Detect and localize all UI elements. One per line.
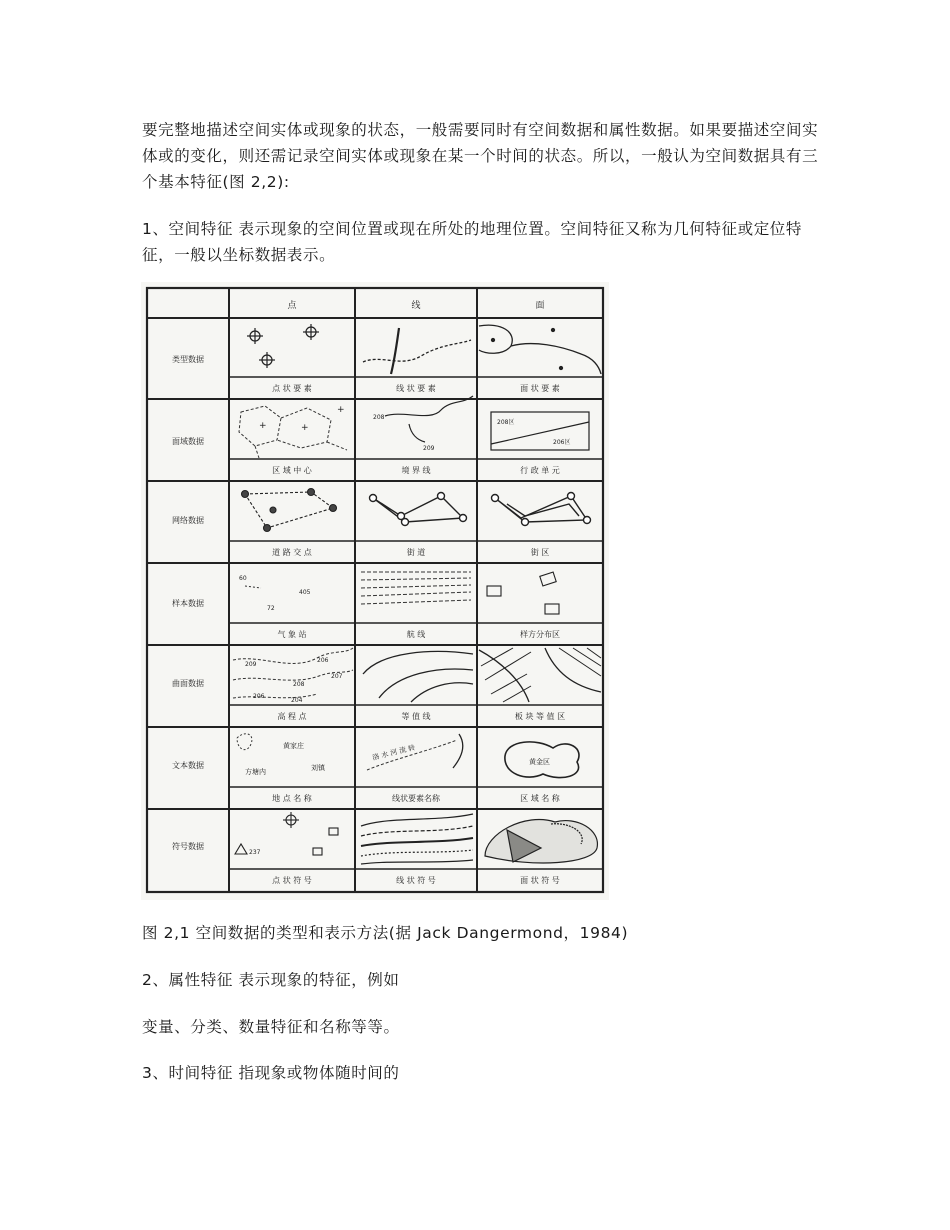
elevation-label: 206 xyxy=(253,693,265,700)
place-label: 刘镇 xyxy=(311,764,325,772)
boundary-label: 208 xyxy=(373,414,385,421)
cell-caption: 区 域 名 称 xyxy=(520,794,560,803)
row-label-surface: 曲面数据 xyxy=(172,679,204,688)
cell-caption: 线 状 符 号 xyxy=(396,876,436,885)
elevation-label: 204 xyxy=(291,697,303,704)
cell-caption: 境 界 线 xyxy=(401,466,431,475)
cell-caption: 街 区 xyxy=(530,548,550,557)
cell-caption: 线 状 要 素 xyxy=(396,384,436,393)
place-label: 黄家庄 xyxy=(283,742,304,750)
row-label-area: 面域数据 xyxy=(172,437,204,446)
svg-text:+: + xyxy=(301,423,309,433)
row-label-network: 网络数据 xyxy=(172,516,204,525)
symbol-value-label: 237 xyxy=(249,849,261,856)
cell-caption: 航 线 xyxy=(406,630,426,639)
temporal-feature-paragraph: 3、时间特征 指现象或物体随时间的 xyxy=(142,1064,400,1082)
region-label: 黄金区 xyxy=(529,758,550,766)
cell-caption: 气 象 站 xyxy=(277,630,307,639)
cell-caption: 点 状 要 素 xyxy=(272,384,312,393)
station-label: 60 xyxy=(239,575,247,582)
row-label-sample: 样本数据 xyxy=(172,599,204,608)
col-header-area: 面 xyxy=(535,301,545,311)
cell-caption: 面 状 符 号 xyxy=(520,876,560,885)
river-label: 洛 水 河 流 转 xyxy=(371,743,417,762)
cell-caption: 道 路 交 点 xyxy=(272,548,312,557)
spatial-data-types-figure xyxy=(141,282,609,900)
cell-caption: 区 域 中 心 xyxy=(272,466,312,475)
cell-caption: 等 值 线 xyxy=(401,712,431,721)
col-header-line: 线 xyxy=(411,301,421,311)
cell-caption: 地 点 名 称 xyxy=(272,794,312,803)
cell-caption: 街 道 xyxy=(406,548,426,557)
row-label-symbol: 符号数据 xyxy=(172,842,204,851)
place-label: 方塘内 xyxy=(245,768,266,776)
row-label-type: 类型数据 xyxy=(172,355,204,364)
cell-caption: 高 程 点 xyxy=(277,712,307,721)
intro-paragraph: 要完整地描述空间实体或现象的状态，一般需要同时有空间数据和属性数据。如果要描述空间实体或的变化，则还需记录空间实体或现象在某一个时间的状态。所以，一般认为空间数据具有三个基本特征(图 2,2): xyxy=(142,121,819,191)
cell-caption: 线状要素名称 xyxy=(392,794,440,803)
row-label-text: 文本数据 xyxy=(172,761,204,770)
boundary-label: 209 xyxy=(423,445,435,452)
elevation-label: 209 xyxy=(245,661,257,668)
svg-text:+: + xyxy=(337,405,345,415)
cell-caption: 面 状 要 素 xyxy=(520,384,560,393)
elevation-label: 207 xyxy=(331,673,343,680)
col-header-point: 点 xyxy=(287,301,297,311)
elevation-label: 206 xyxy=(317,657,329,664)
elevation-label: 208 xyxy=(293,681,305,688)
cell-caption: 点 状 符 号 xyxy=(272,876,312,885)
cell-caption: 板 块 等 值 区 xyxy=(514,712,566,721)
admin-label: 208区 xyxy=(497,419,515,426)
admin-label: 206区 xyxy=(553,439,571,446)
figure-caption: 图 2,1 空间数据的类型和表示方法(据 Jack Dangermond，1984) xyxy=(142,924,629,942)
station-label: 72 xyxy=(267,605,275,612)
attribute-feature-paragraph: 2、属性特征 表示现象的特征，例如 xyxy=(142,971,400,989)
attribute-feature-continued: 变量、分类、数量特征和名称等等。 xyxy=(142,1018,400,1036)
spatial-feature-paragraph: 1、空间特征 表示现象的空间位置或现在所处的地理位置。空间特征又称为几何特征或定位特征，一般以坐标数据表示。 xyxy=(142,220,802,264)
cell-caption: 样方分布区 xyxy=(520,630,560,639)
cell-caption: 行 政 单 元 xyxy=(520,466,560,475)
svg-text:+: + xyxy=(259,421,267,431)
station-label: 405 xyxy=(299,589,311,596)
